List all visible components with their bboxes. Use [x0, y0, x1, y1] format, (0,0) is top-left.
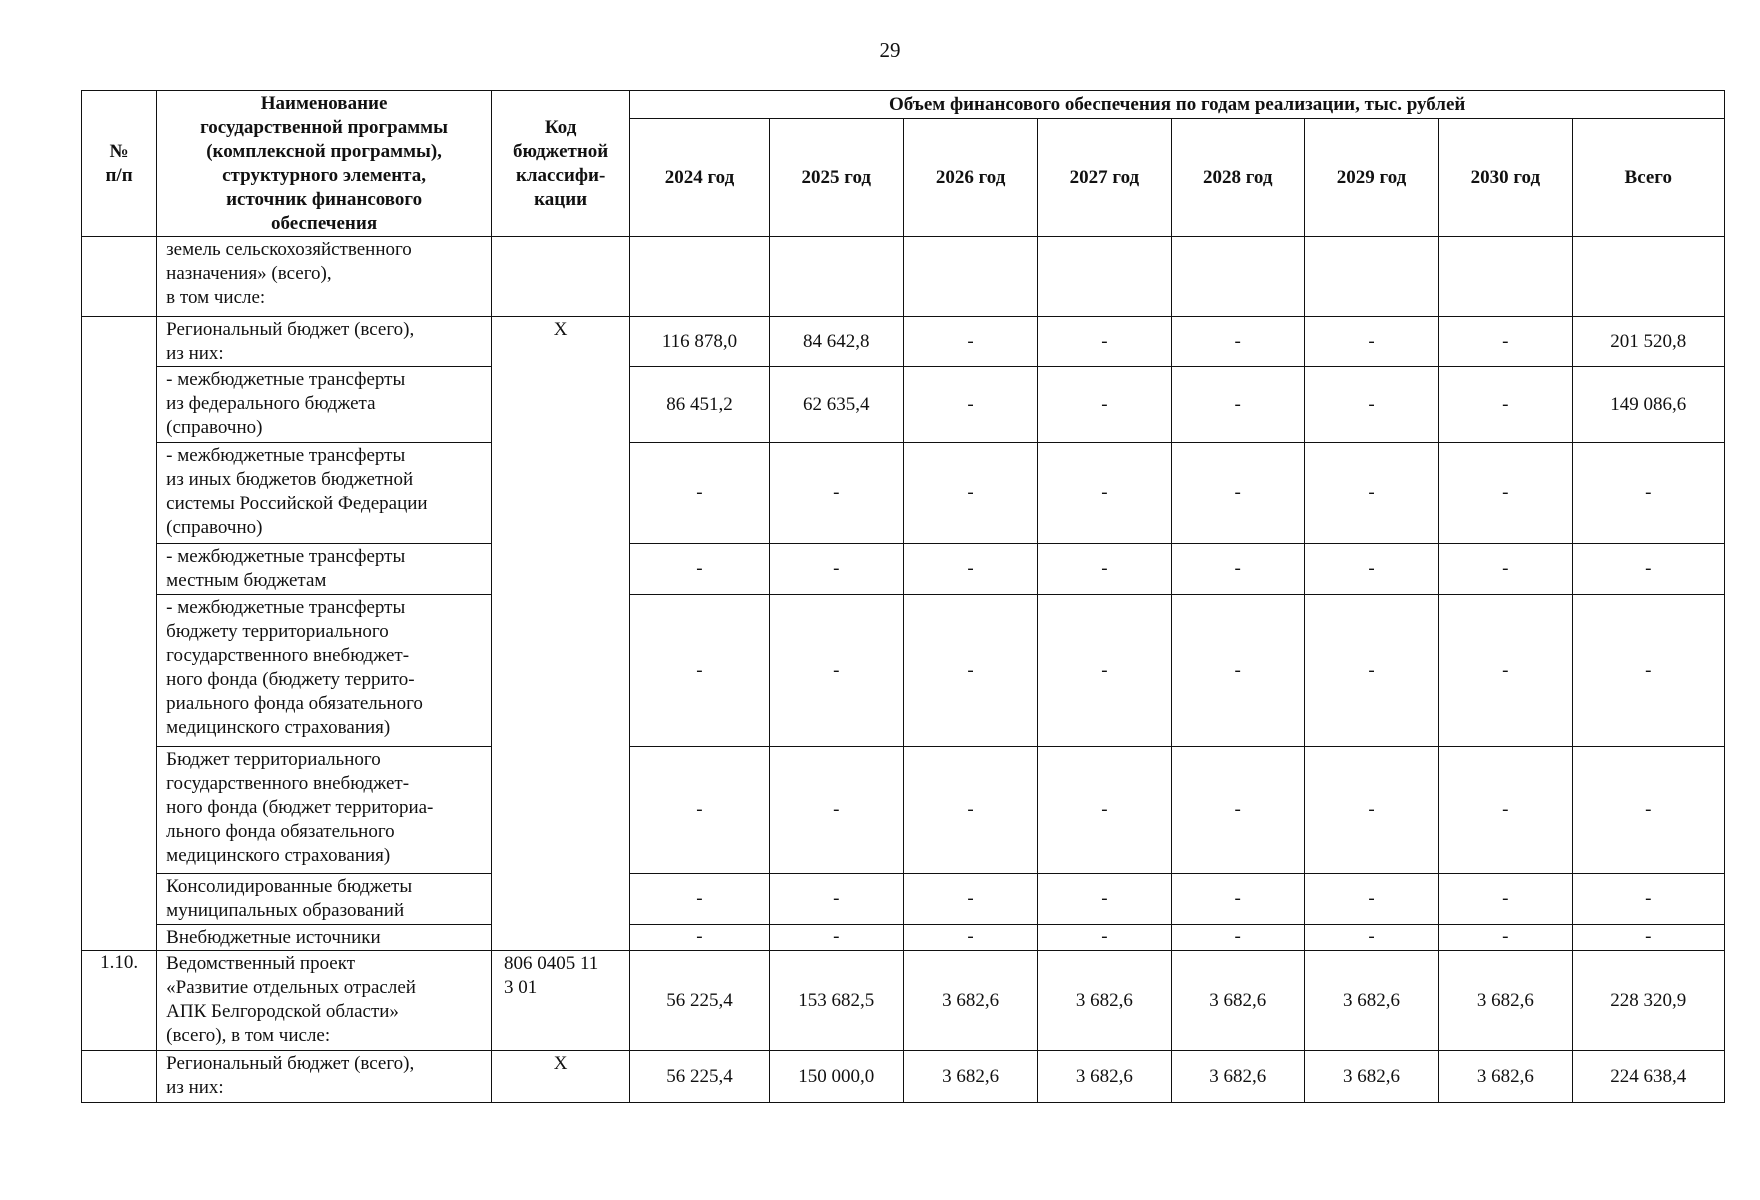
row-num [82, 237, 157, 317]
row-value: - [630, 747, 769, 874]
row-value: - [1171, 367, 1304, 443]
row-value: - [1439, 595, 1572, 747]
row-value: 3 682,6 [1304, 1051, 1438, 1103]
header-year: 2029 год [1304, 119, 1438, 237]
row-value: - [1171, 595, 1304, 747]
row-value: - [769, 747, 903, 874]
row-value: - [1304, 367, 1438, 443]
row-value: - [630, 595, 769, 747]
row-value: - [1304, 317, 1438, 367]
row-value: - [630, 925, 769, 951]
row-name: - межбюджетные трансферты из федерального бюджета (справочно) [157, 367, 492, 443]
row-value: - [630, 544, 769, 595]
row-value: - [903, 595, 1037, 747]
row-value: - [1439, 443, 1572, 544]
row-code: Х [491, 317, 629, 951]
row-value: - [1038, 925, 1171, 951]
row-name: Внебюджетные источники [157, 925, 492, 951]
row-value: - [1038, 443, 1171, 544]
row-name: Региональный бюджет (всего), из них: [157, 317, 492, 367]
row-value: - [769, 874, 903, 925]
row-value [1572, 237, 1725, 317]
row-value: - [1171, 925, 1304, 951]
header-year: 2026 год [903, 119, 1037, 237]
row-value: - [1572, 925, 1725, 951]
row-name: - межбюджетные трансферты из иных бюджетов бюджетной системы Российской Федерации (справочно) [157, 443, 492, 544]
row-value: - [769, 925, 903, 951]
row-value: - [903, 443, 1037, 544]
row-name: Региональный бюджет (всего), из них: [157, 1051, 492, 1103]
row-value: - [1572, 747, 1725, 874]
row-value: - [903, 544, 1037, 595]
row-num: 1.10. [82, 951, 157, 1051]
table-row [82, 1051, 1725, 1103]
row-value: 3 682,6 [1171, 1051, 1304, 1103]
table-row [82, 951, 1725, 1051]
row-value: - [630, 874, 769, 925]
row-value: 56 225,4 [630, 1051, 769, 1103]
header-name: Наименование государственной программы (комплексной программы), структурного элемента, источник финансового обеспечения [157, 91, 492, 237]
row-value: 201 520,8 [1572, 317, 1725, 367]
header-year: 2025 год [769, 119, 903, 237]
row-value: - [769, 595, 903, 747]
row-value: - [1572, 874, 1725, 925]
row-value [1439, 237, 1572, 317]
row-value: - [1171, 747, 1304, 874]
row-value: - [1439, 544, 1572, 595]
header-total: Всего [1572, 119, 1725, 237]
row-name: Консолидированные бюджеты муниципальных образований [157, 874, 492, 925]
row-value: - [1572, 595, 1725, 747]
row-value: 116 878,0 [630, 317, 769, 367]
row-value: - [903, 874, 1037, 925]
header-volume: Объем финансового обеспечения по годам реализации, тыс. рублей [630, 91, 1725, 119]
row-value: 228 320,9 [1572, 951, 1725, 1051]
row-value: - [1439, 367, 1572, 443]
row-value: - [1439, 874, 1572, 925]
row-name: - межбюджетные трансферты бюджету территориального государственного внебюджет- ного фонда (бюджету террито- риального фонда обязательного медицинского страхования) [157, 595, 492, 747]
row-value: - [1304, 443, 1438, 544]
table-row [82, 544, 1725, 595]
row-value: - [903, 367, 1037, 443]
row-value [1304, 237, 1438, 317]
row-value: - [1439, 747, 1572, 874]
row-value: 56 225,4 [630, 951, 769, 1051]
header-code: Код бюджетной классифи- кации [491, 91, 629, 237]
header-year: 2030 год [1439, 119, 1572, 237]
header-row-1 [82, 91, 1725, 119]
row-name: земель сельскохозяйственного назначения» (всего), в том числе: [157, 237, 492, 317]
row-value: - [1304, 544, 1438, 595]
row-value: 149 086,6 [1572, 367, 1725, 443]
row-num [82, 1051, 157, 1103]
row-value: - [1038, 367, 1171, 443]
header-year: 2028 год [1171, 119, 1304, 237]
row-value: - [1038, 595, 1171, 747]
row-value [903, 237, 1037, 317]
table-row [82, 595, 1725, 747]
table-row [82, 367, 1725, 443]
row-value: 3 682,6 [903, 1051, 1037, 1103]
row-value: - [630, 443, 769, 544]
row-code: 806 0405 11 3 01 [491, 951, 629, 1051]
row-value: - [1171, 874, 1304, 925]
row-value: - [1038, 317, 1171, 367]
row-code: Х [491, 1051, 629, 1103]
table-row [82, 747, 1725, 874]
row-value [1038, 237, 1171, 317]
row-value: - [903, 317, 1037, 367]
row-value: 150 000,0 [769, 1051, 903, 1103]
row-value: - [1171, 544, 1304, 595]
row-value: 153 682,5 [769, 951, 903, 1051]
row-value: - [1439, 317, 1572, 367]
row-value: - [769, 544, 903, 595]
header-year: 2024 год [630, 119, 769, 237]
row-value: - [1304, 747, 1438, 874]
row-value: 3 682,6 [1439, 1051, 1572, 1103]
row-code [491, 237, 629, 317]
row-value: - [769, 443, 903, 544]
table-row [82, 874, 1725, 925]
row-value: - [1439, 925, 1572, 951]
page-number: 29 [879, 38, 901, 62]
row-value [769, 237, 903, 317]
row-value [1171, 237, 1304, 317]
row-value: - [1572, 443, 1725, 544]
row-value: 3 682,6 [1439, 951, 1572, 1051]
row-value: 3 682,6 [1304, 951, 1438, 1051]
table-row [82, 237, 1725, 317]
row-name: Ведомственный проект «Развитие отдельных отраслей АПК Белгородской области» (всего), в том числе: [157, 951, 492, 1051]
row-value: - [903, 747, 1037, 874]
row-value: - [1304, 874, 1438, 925]
row-value [630, 237, 769, 317]
row-value: 3 682,6 [1171, 951, 1304, 1051]
header-num: № п/п [82, 91, 157, 237]
row-value: - [1304, 595, 1438, 747]
row-value: - [1038, 747, 1171, 874]
row-num [82, 317, 157, 951]
row-value: 3 682,6 [1038, 951, 1171, 1051]
row-value: - [1171, 317, 1304, 367]
row-value: 3 682,6 [1038, 1051, 1171, 1103]
row-value: - [1038, 874, 1171, 925]
table-row [82, 925, 1725, 951]
row-value: 62 635,4 [769, 367, 903, 443]
row-value: 3 682,6 [903, 951, 1037, 1051]
row-value: - [1572, 544, 1725, 595]
row-value: 224 638,4 [1572, 1051, 1725, 1103]
row-value: 86 451,2 [630, 367, 769, 443]
financing-table [81, 90, 1725, 1103]
row-value: - [1171, 443, 1304, 544]
row-value: - [903, 925, 1037, 951]
row-name: - межбюджетные трансферты местным бюджетам [157, 544, 492, 595]
table-row [82, 443, 1725, 544]
row-name: Бюджет территориального государственного внебюджет- ного фонда (бюджет территориа- льного фонда обязательного медицинского страхования) [157, 747, 492, 874]
row-value: - [1038, 544, 1171, 595]
row-value: - [1304, 925, 1438, 951]
row-value: 84 642,8 [769, 317, 903, 367]
table-row [82, 317, 1725, 367]
header-year: 2027 год [1038, 119, 1171, 237]
